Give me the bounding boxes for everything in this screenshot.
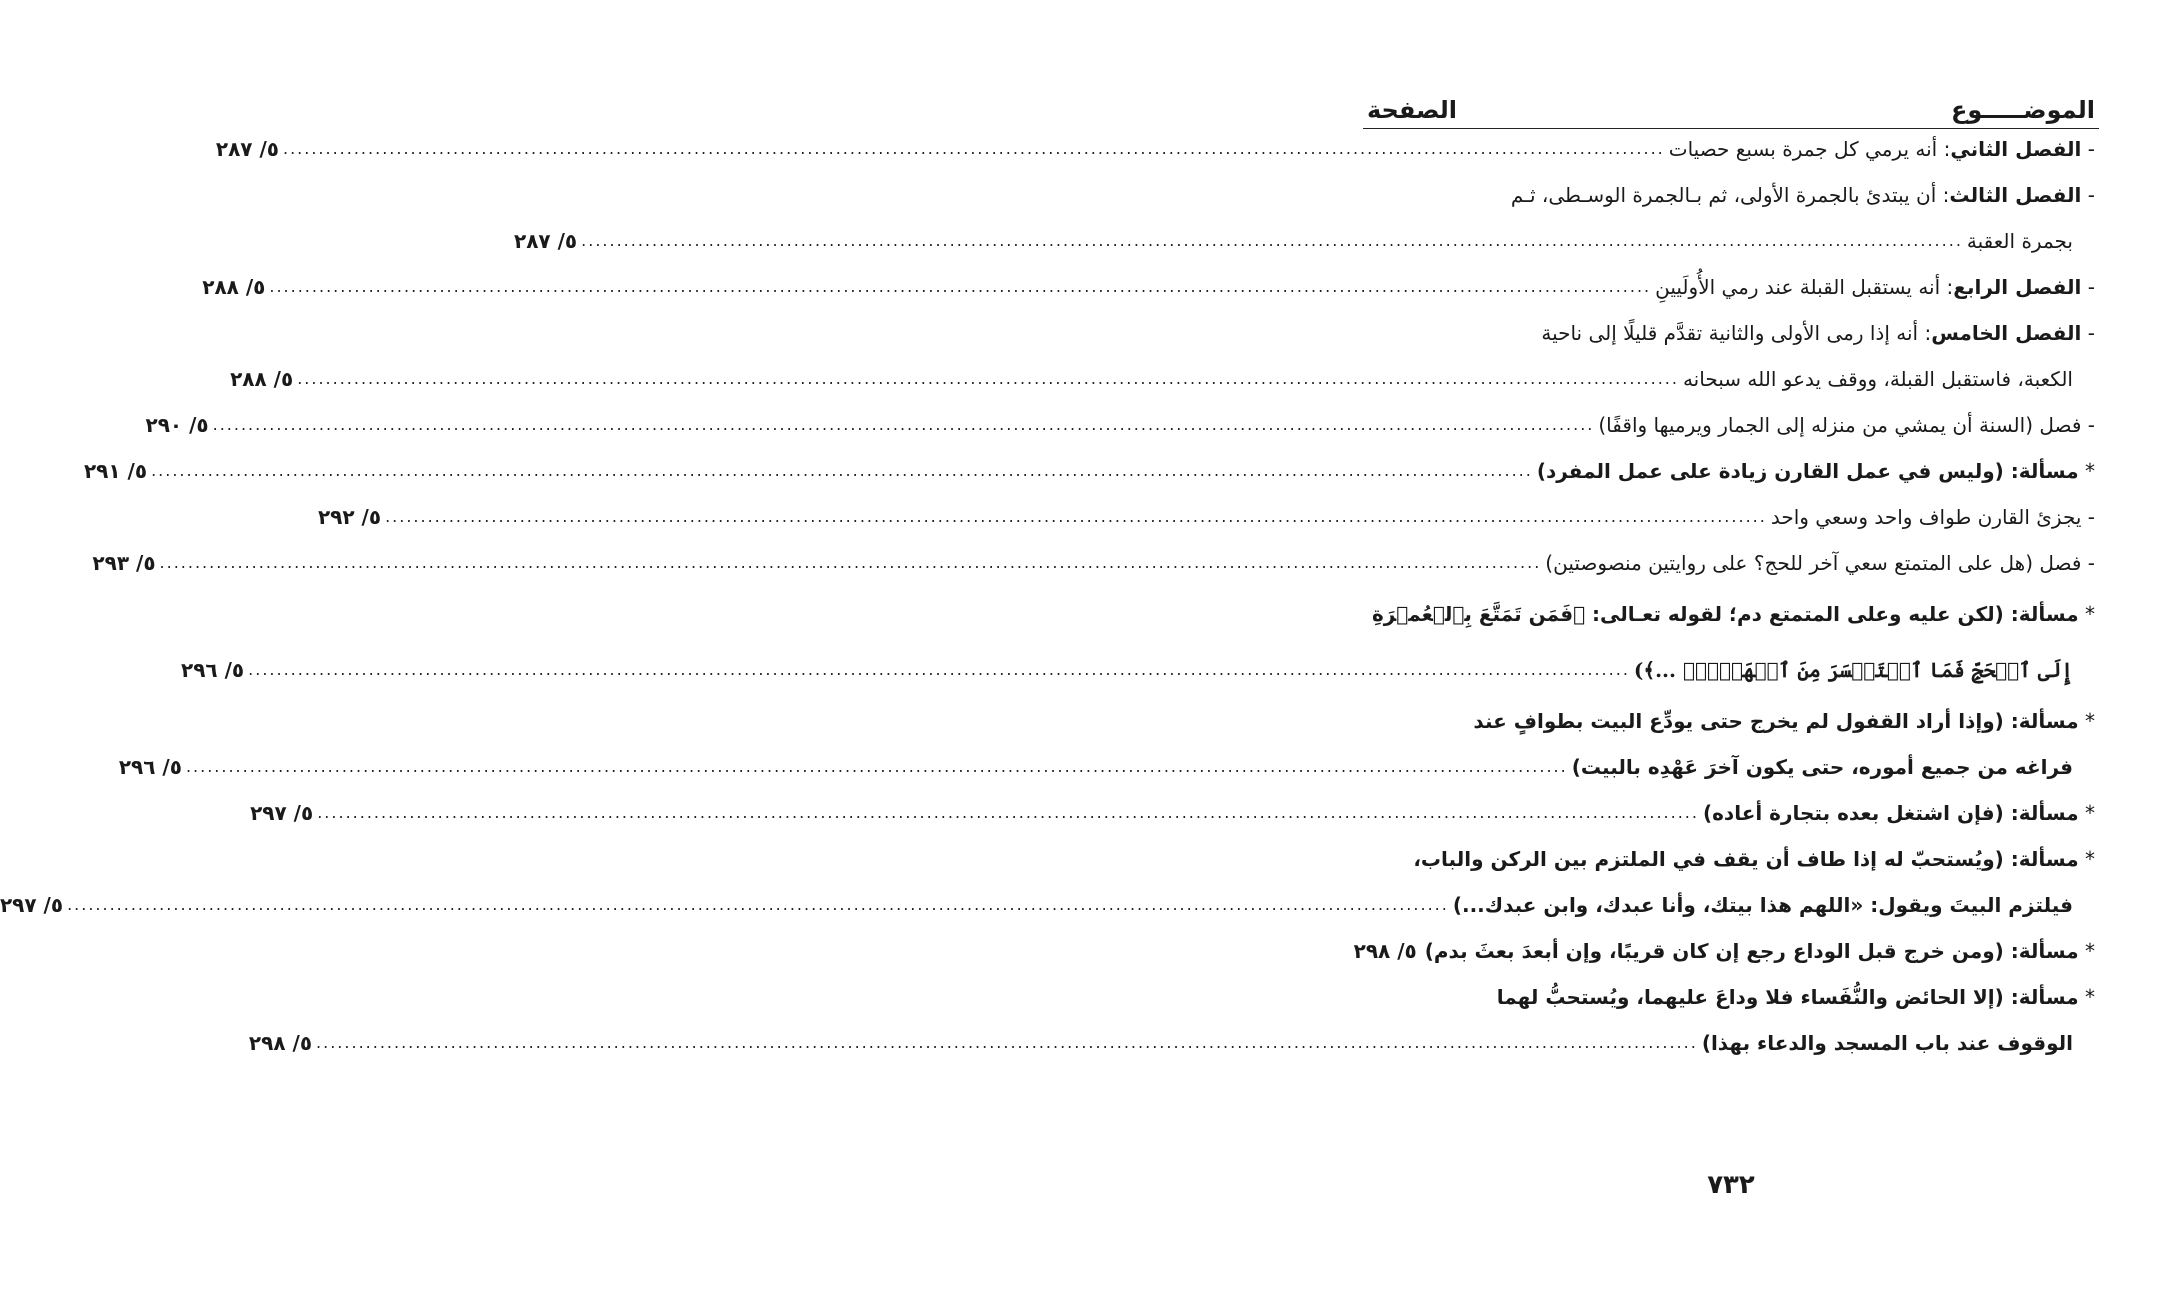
dot-leader — [248, 642, 1630, 698]
entry-description: مسألة: (ويُستحبّ له إذا طاف أن يقف في الملتزم بين الركن والباب، — [1413, 847, 2079, 871]
page-reference: ٥/ ٢٩٦ — [181, 658, 245, 682]
dot-leader — [186, 744, 1568, 790]
topic-column-heading: الموضـــــوع — [1950, 96, 2095, 124]
entry-description: فيلتزم البيتَ ويقول: «اللهم هذا بيتك، وأنا عبدك، وابن عبدك...) — [1452, 893, 2073, 917]
entry-line — [1367, 172, 2095, 218]
entry-line — [248, 1020, 2095, 1066]
entry-line — [145, 402, 2095, 448]
entry-colon: : — [1946, 275, 1954, 299]
entry-text — [1453, 882, 2095, 928]
contents-list — [0, 126, 2095, 1066]
entry-term: الفصل الخامس — [1931, 321, 2082, 345]
entry-description: مسألة: (لكن عليه وعلى المتمتع دم؛ لقوله تعـالى: ﴿فَمَن تَمَتَّعَ بِٱلۡعُمۡرَةِ — [1371, 602, 2079, 626]
entry-line — [230, 356, 2095, 402]
entry-text — [1545, 540, 2095, 586]
page-reference: ٥/ ٢٩٨ — [1353, 939, 1417, 963]
entry-line — [118, 744, 2095, 790]
page-reference: ٥/ ٢٩٦ — [118, 755, 182, 779]
entry-text — [1702, 1020, 2095, 1066]
entry-description: مسألة: (إلا الحائض والنُّفَساء فلا وداعَ عليهما، ويُستحبُّ لهما — [1496, 985, 2079, 1009]
dot-leader — [160, 540, 1542, 586]
entry-text — [1541, 310, 2095, 356]
dot-leader — [297, 356, 1679, 402]
entry-line — [181, 642, 2095, 698]
entry-bullet: * — [2078, 709, 2095, 733]
entry-line — [83, 448, 2095, 494]
entry-text — [1497, 974, 2095, 1020]
entry-text — [1413, 836, 2095, 882]
entry-bullet: - — [2081, 413, 2095, 437]
table-header — [1367, 84, 2095, 124]
entry-description: أنه إذا رمى الأولى والثانية تقدَّم قليلًا إلى ناحية — [1541, 321, 1925, 345]
entry-description: مسألة: (ومن خرج قبل الوداع رجع إن كان قريبًا، وإن أبعدَ بعثَ بدم) — [1424, 939, 2079, 963]
entry-bullet: - — [2081, 321, 2095, 345]
entry-term: الفصل الرابع — [1953, 275, 2082, 299]
dot-leader — [385, 494, 1767, 540]
entry-colon: : — [1924, 321, 1932, 345]
entry-bullet: * — [2078, 847, 2095, 871]
dot-leader — [269, 264, 1651, 310]
entry-description: الوقوف عند باب المسجد والدعاء بهذا) — [1701, 1031, 2073, 1055]
entry-text — [1598, 402, 2095, 448]
dot-leader — [581, 218, 1963, 264]
entry-text — [1683, 356, 2095, 402]
entry-text — [1425, 928, 2095, 974]
entry-description: بجمرة العقبة — [1966, 229, 2073, 253]
page-reference: ٥/ ٢٩٧ — [250, 801, 314, 825]
entry-bullet: - — [2081, 275, 2095, 299]
entry-text — [1473, 698, 2095, 744]
page-reference: ٥/ ٢٨٧ — [215, 137, 279, 161]
dot-leader — [67, 882, 1449, 928]
entry-colon: : — [1942, 183, 1950, 207]
page-reference: ٥/ ٢٨٧ — [514, 229, 578, 253]
dot-leader — [213, 402, 1595, 448]
page-column-heading: الصفحة — [1367, 96, 1458, 124]
page-reference: ٥/ ٢٨٨ — [230, 367, 294, 391]
page-reference: ٥/ ٢٩٨ — [248, 1031, 313, 1055]
page-reference: ٥/ ٢٩٧ — [0, 893, 64, 917]
entry-line — [317, 494, 2095, 540]
entry-description: أن يبتدئ بالجمرة الأولى، ثم بـالجمرة الوسـطى، ثـم — [1510, 183, 1943, 207]
entry-bullet: * — [2078, 801, 2095, 825]
entry-colon: : — [1943, 137, 1951, 161]
entry-bullet: - — [2081, 137, 2095, 161]
entry-text — [1669, 126, 2095, 172]
entry-bullet: * — [2078, 459, 2095, 483]
entry-term: الفصل الثاني — [1950, 137, 2082, 161]
page-reference: ٥/ ٢٨٨ — [202, 275, 266, 299]
entry-line — [202, 264, 2095, 310]
entry-line — [514, 218, 2095, 264]
entry-description: إِلَى ٱلۡحَجِّ فَمَا ٱسۡتَيۡسَرَ مِنَ ٱلۡهَدۡيِۚ ...﴾) — [1633, 658, 2073, 682]
entry-bullet: * — [2078, 939, 2095, 963]
entry-description: أنه يستقبل القبلة عند رمي الأُولَيينِ — [1655, 275, 1947, 299]
entry-bullet: - — [2081, 551, 2095, 575]
page-reference: ٥/ ٢٩٣ — [92, 551, 156, 575]
entry-description: الكعبة، فاستقبل القبلة، ووقف يدعو الله سبحانه — [1682, 367, 2073, 391]
entry-description: فصل (السنة أن يمشي من منزله إلى الجمار ويرميها واقفًا) — [1598, 413, 2082, 437]
entry-line — [1367, 836, 2095, 882]
entry-description: يجزئ القارن طواف واحد وسعي واحد — [1770, 505, 2082, 529]
entry-line — [92, 540, 2095, 586]
entry-line — [1367, 974, 2095, 1020]
entry-bullet: * — [2078, 602, 2095, 626]
entry-bullet: * — [2078, 985, 2095, 1009]
entry-line — [250, 790, 2095, 836]
entry-bullet: - — [2081, 505, 2095, 529]
dot-leader — [316, 1020, 1698, 1066]
entry-text — [1511, 172, 2095, 218]
entry-description: فصل (هل على المتمتع سعي آخر للحج؟ على روايتين منصوصتين) — [1545, 551, 2082, 575]
page-reference: ٥/ ٢٩٢ — [317, 505, 382, 529]
entry-text — [1572, 744, 2095, 790]
entry-text — [1771, 494, 2095, 540]
dot-leader — [151, 448, 1533, 494]
entry-text — [1967, 218, 2095, 264]
page-number: ٧٣٢ — [1707, 1170, 1755, 1200]
entry-line — [0, 882, 2095, 928]
entry-term: الفصل الثالث — [1949, 183, 2082, 207]
entry-line — [215, 126, 2095, 172]
entry-text — [1372, 586, 2095, 642]
page-reference: ٥/ ٢٩١ — [83, 459, 148, 483]
entry-description: فراغه من جميع أموره، حتى يكون آخرَ عَهْدِه بالبيت) — [1571, 755, 2073, 779]
dot-leader — [317, 790, 1699, 836]
entry-description: مسألة: (وليس في عمل القارن زيادة على عمل المفرد) — [1536, 459, 2079, 483]
entry-text — [1537, 448, 2095, 494]
entry-line — [1353, 928, 2095, 974]
entry-line — [1367, 586, 2095, 642]
entry-text — [1703, 790, 2095, 836]
dot-leader — [283, 126, 1665, 172]
entry-description: مسألة: (وإذا أراد القفول لم يخرج حتى يودِّع البيت بطوافٍ عند — [1473, 709, 2079, 733]
entry-line — [1367, 698, 2095, 744]
page-reference: ٥/ ٢٩٠ — [145, 413, 209, 437]
entry-text — [1634, 642, 2095, 698]
entry-text — [1655, 264, 2095, 310]
entry-bullet: - — [2081, 183, 2095, 207]
entry-description: أنه يرمي كل جمرة بسبع حصيات — [1668, 137, 1944, 161]
entry-line — [1367, 310, 2095, 356]
entry-description: مسألة: (فإن اشتغل بعده بتجارة أعاده) — [1702, 801, 2079, 825]
